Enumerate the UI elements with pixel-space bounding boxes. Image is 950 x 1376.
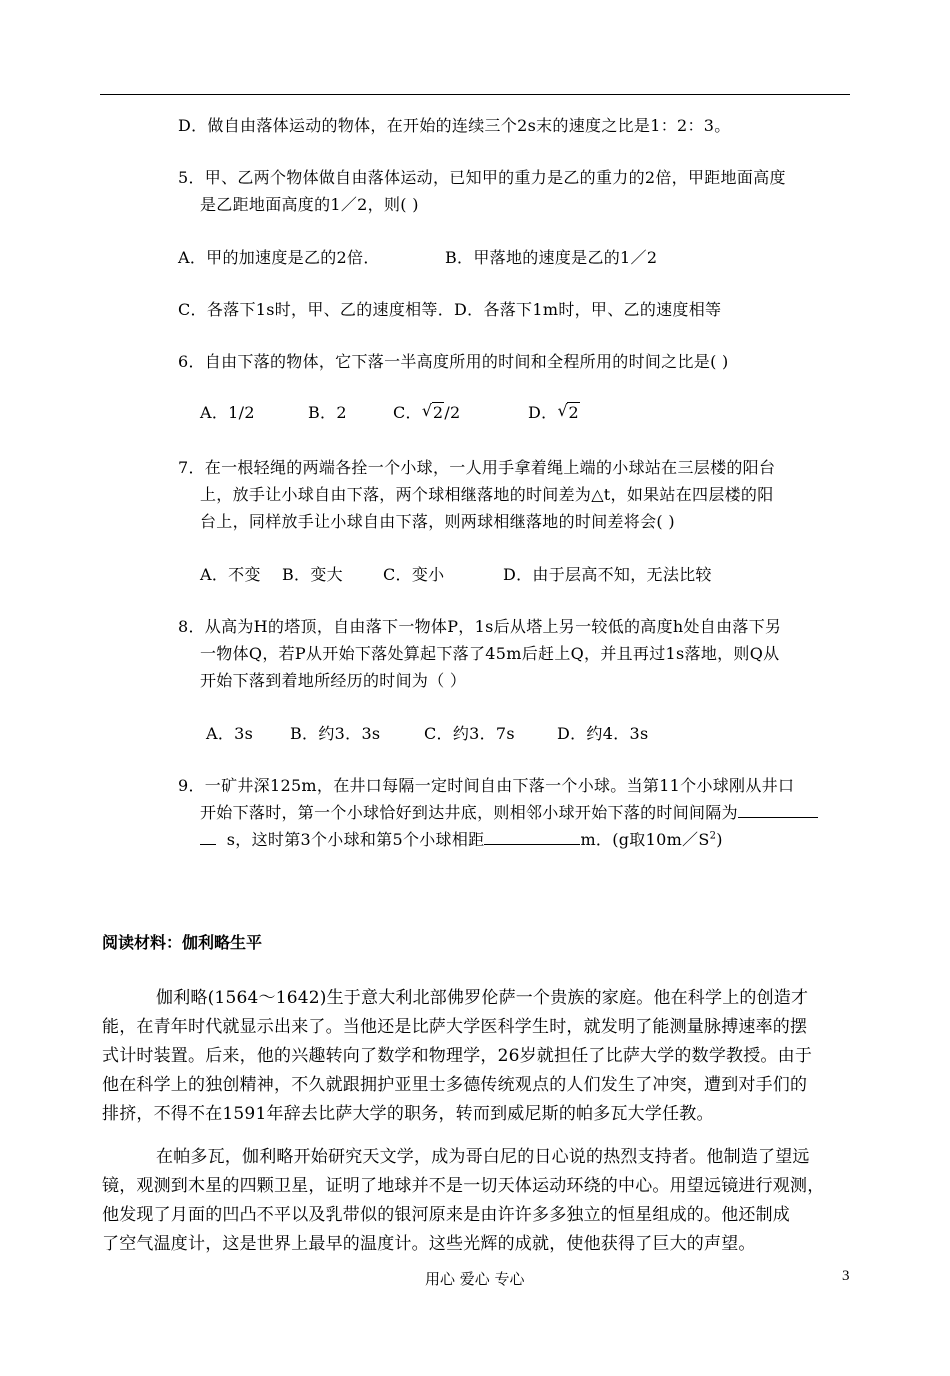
q6-option-a: A．1/2 xyxy=(200,403,255,422)
q5-options-cd: C．各落下1s时，甲、乙的速度相等．D．各落下1m时，甲、乙的速度相等 xyxy=(178,300,722,319)
q9-stem-line3 xyxy=(200,827,723,850)
q5-stem-line1: 5．甲、乙两个物体做自由落体运动，已知甲的重力是乙的重力的2倍，甲距地面高度 xyxy=(178,168,786,187)
q9-stem-line3-unit: m．(g取10m／S xyxy=(580,830,710,849)
q8-stem-line1: 8．从高为H的塔顶，自由落下一物体P，1s后从塔上另一较低的高度h处自由落下另 xyxy=(178,617,782,636)
reading-p1-line2: 能，在青年时代就显示出来了。当他还是比萨大学医科学生时，就发明了能测量脉搏速率的摆 xyxy=(102,1017,808,1037)
q6-option-d xyxy=(528,400,580,423)
q7-option-c: C．变小 xyxy=(383,565,445,584)
footer-motto: 用心 爱心 专心 xyxy=(425,1270,525,1288)
q8-option-b: B．约3．3s xyxy=(290,724,381,743)
q8-stem-line3: 开始下落到着地所经历的时间为（ ） xyxy=(200,671,467,690)
q6-option-b: B．2 xyxy=(308,403,347,422)
answer-blank-1b xyxy=(200,830,216,845)
q6-option-d-prefix: D． xyxy=(528,403,558,422)
reading-p1-line4: 他在科学上的独创精神，不久就跟拥护亚里士多德传统观点的人们发生了冲突，遭到对手们的 xyxy=(102,1075,808,1095)
q7-option-d: D．由于层高不知，无法比较 xyxy=(503,565,712,584)
q9-stem-line1: 9．一矿井深125m，在井口每隔一定时间自由下落一个小球。当第11个小球刚从井口 xyxy=(178,776,795,795)
q8-option-c: C．约3．7s xyxy=(424,724,515,743)
page-number: 3 xyxy=(842,1268,850,1284)
q6-option-c-prefix: C． xyxy=(393,403,422,422)
q9-superscript: 2 xyxy=(709,830,717,842)
q5-stem-line2: 是乙距地面高度的1／2，则( ) xyxy=(200,195,419,214)
q8-stem-line2: 一物体Q，若P从开始下落处算起下落了45m后赶上Q，并且再过1s落地，则Q从 xyxy=(200,644,780,663)
q6-option-d-radicand: 2 xyxy=(568,403,579,422)
q6-option-c-suffix: /2 xyxy=(444,403,461,422)
q7-stem-line1: 7．在一根轻绳的两端各拴一个小球，一人用手拿着绳上端的小球站在三层楼的阳台 xyxy=(178,458,776,477)
sqrt-symbol: √ 2 xyxy=(557,401,579,422)
q7-option-b: B．变大 xyxy=(282,565,343,584)
q4-option-d: D．做自由落体运动的物体，在开始的连续三个2s末的速度之比是1：2：3。 xyxy=(178,116,731,135)
q8-option-d: D．约4．3s xyxy=(557,724,649,743)
reading-p2-line3: 他发现了月面的凹凸不平以及乳带似的银河原来是由许许多多独立的恒星组成的。他还制成 xyxy=(102,1205,790,1225)
q9-stem-line2 xyxy=(200,800,818,823)
reading-p1-line5: 排挤，不得不在1591年辞去比萨大学的职务，转而到威尼斯的帕多瓦大学任教。 xyxy=(102,1104,714,1124)
q9-stem-line2-text: 开始下落时，第一个小球恰好到达井底，则相邻小球开始下落的时间间隔为 xyxy=(200,803,738,822)
q6-stem: 6．自由下落的物体，它下落一半高度所用的时间和全程所用的时间之比是( ) xyxy=(178,352,729,371)
reading-p2-line1: 在帕多瓦，伽利略开始研究天文学，成为哥白尼的日心说的热烈支持者。他制造了望远 xyxy=(156,1147,810,1167)
reading-p1-line3: 式计时装置。后来，他的兴趣转向了数学和物理学，26岁就担任了比萨大学的数学教授。由于 xyxy=(102,1046,813,1066)
answer-blank-2 xyxy=(484,830,580,845)
q7-stem-line2: 上，放手让小球自由下落，两个球相继落地的时间差为△t，如果站在四层楼的阳 xyxy=(200,485,774,504)
q7-stem-line3: 台上，同样放手让小球自由下落，则两球相继落地的时间差将会( ) xyxy=(200,512,675,531)
q8-option-a: A．3s xyxy=(206,724,254,743)
reading-p2-line2: 镜，观测到木星的四颗卫星，证明了地球并不是一切天体运动环绕的中心。用望远镜进行观测， xyxy=(102,1176,825,1196)
q5-option-b: B．甲落地的速度是乙的1／2 xyxy=(445,248,658,267)
header-rule xyxy=(100,94,850,95)
q7-option-a: A．不变 xyxy=(200,565,261,584)
q9-stem-line3-text: s，这时第3个小球和第5个小球相距 xyxy=(226,830,485,849)
reading-title: 阅读材料：伽利略生平 xyxy=(102,933,263,952)
q6-option-c-radicand: 2 xyxy=(432,403,444,422)
q6-option-c xyxy=(393,400,461,423)
q9-stem-line3-close: ) xyxy=(716,830,723,849)
q5-option-a: A．甲的加速度是乙的2倍． xyxy=(178,248,380,267)
answer-blank-1a xyxy=(738,803,818,818)
reading-p1-line1: 伽利略(1564～1642)生于意大利北部佛罗伦萨一个贵族的家庭。他在科学上的创造才 xyxy=(156,988,809,1008)
reading-p2-line4: 了空气温度计，这是世界上最早的温度计。这些光辉的成就，使他获得了巨大的声望。 xyxy=(102,1234,756,1254)
sqrt-symbol: √ 2 xyxy=(421,401,444,422)
